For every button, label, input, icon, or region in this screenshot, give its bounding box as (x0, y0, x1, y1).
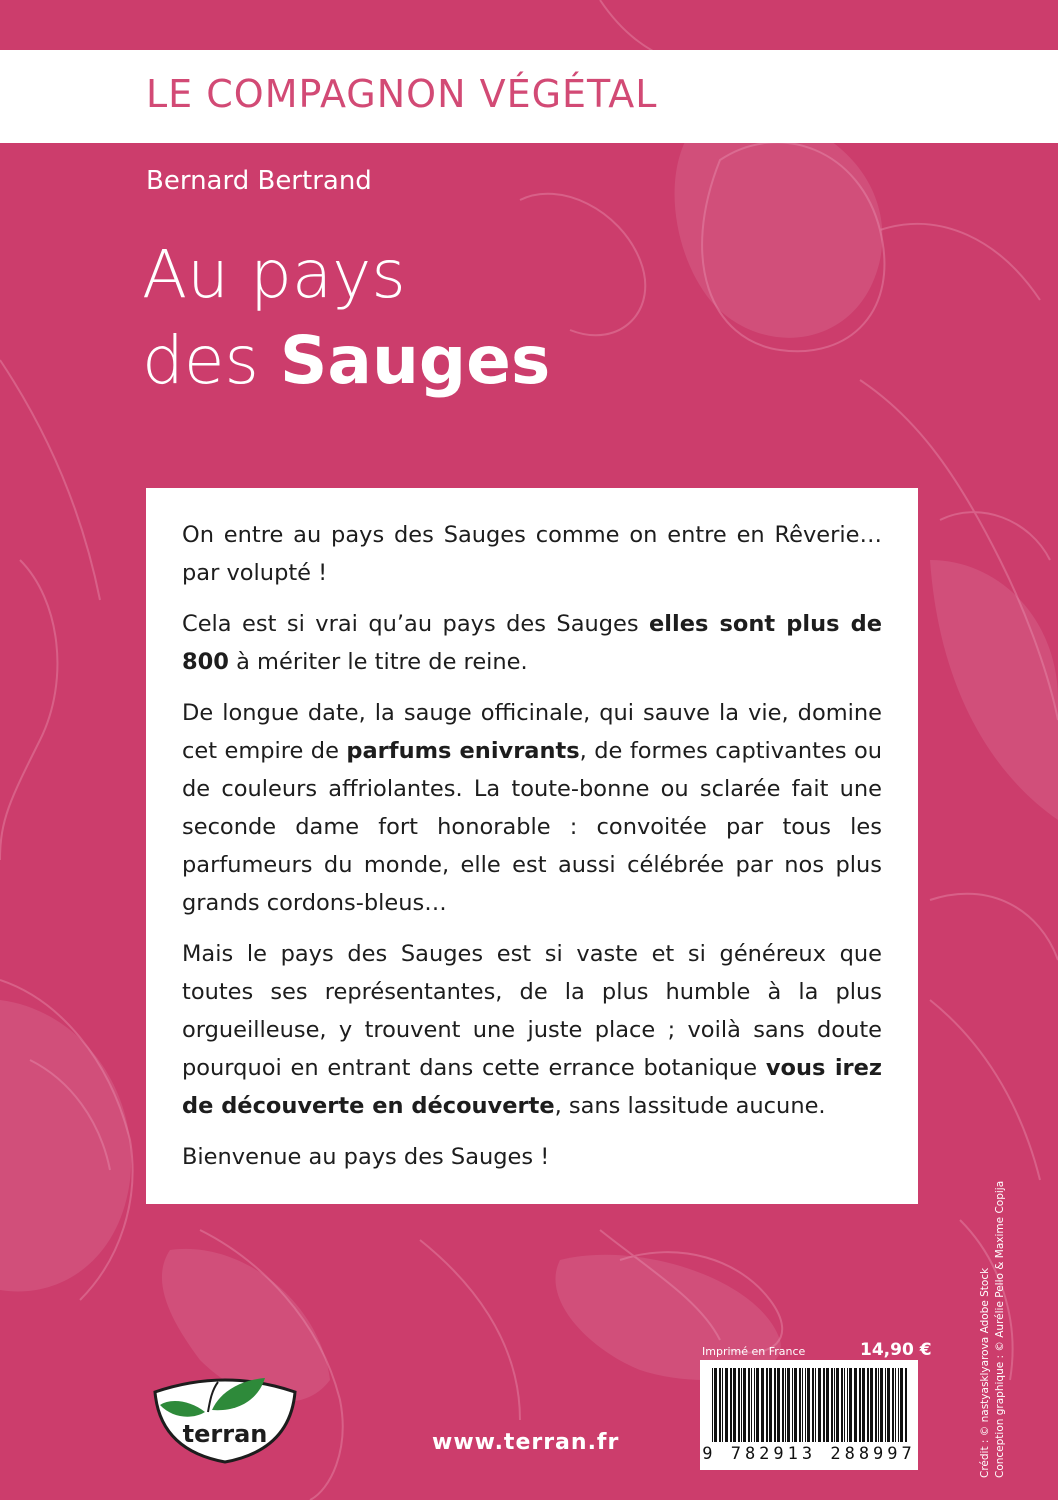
back-cover-blurb (146, 488, 918, 1204)
blurb-paragraph-3 (182, 694, 882, 922)
book-title-prefix: des (142, 322, 280, 399)
blurb-text: Cela est si vrai qu’au pays des Sauges (182, 611, 650, 637)
barcode-bar (730, 1368, 732, 1442)
barcode-bar (859, 1368, 861, 1442)
barcode-bar (900, 1368, 903, 1442)
barcode-bar (862, 1368, 865, 1442)
credit-line-1: Crédit : © nastyasklyarova Adobe Stock (979, 1267, 991, 1478)
barcode-bar (847, 1368, 848, 1442)
printed-in-label: Imprimé en France (702, 1345, 806, 1358)
barcode-bar (892, 1368, 894, 1442)
barcode-bar (875, 1368, 877, 1442)
barcode-bar (898, 1368, 899, 1442)
barcode-bar (774, 1368, 776, 1442)
barcode-bar (836, 1368, 839, 1442)
blurb-paragraph-1: On entre au pays des Sauges comme on entre en Rêverie… par volupté ! (182, 522, 882, 586)
barcode-bar (761, 1368, 764, 1442)
barcode-bar (712, 1368, 713, 1442)
barcode-bar (777, 1368, 780, 1442)
barcode-bar (802, 1368, 803, 1442)
barcode-bar (714, 1368, 717, 1442)
barcode-bar (818, 1368, 821, 1442)
barcode-bar (878, 1368, 879, 1442)
blurb-text: , de formes captivantes ou de couleurs affriolantes. La toute-bonne ou sclarée fait une seconde dame fort honorable : convoitée par tous les parfumeurs du monde, elle est aussi célébrée par nos plus grands cordons-bleus… (182, 738, 883, 916)
barcode-bar (754, 1368, 755, 1442)
barcode-bar (823, 1368, 825, 1442)
terran-logo (150, 1370, 300, 1470)
barcode-bar (738, 1368, 740, 1442)
barcode-bar (769, 1368, 772, 1442)
barcode-bar (733, 1368, 736, 1442)
barcode-bar (725, 1368, 728, 1442)
barcode-bar (812, 1368, 814, 1442)
barcode-bar (905, 1368, 907, 1442)
barcode-bar (807, 1368, 810, 1442)
barcode-bar (766, 1368, 768, 1442)
image-credits (978, 1180, 1008, 1478)
barcode-bar (834, 1368, 835, 1442)
barcode-bar (748, 1368, 750, 1442)
barcode-bar (826, 1368, 829, 1442)
barcode-bar (831, 1368, 833, 1442)
barcode-bar (782, 1368, 784, 1442)
blurb-text: De longue date, la sauge officinale, qui sauve la vie, domine cet empire de (182, 700, 882, 764)
barcode-bar (867, 1368, 869, 1442)
series-title: LE COMPAGNON VÉGÉTAL (146, 72, 658, 116)
publisher-website: www.terran.fr (432, 1430, 620, 1455)
barcode-bar (756, 1368, 759, 1442)
barcode-bar (880, 1368, 883, 1442)
logo-wordmark: terran (182, 1420, 268, 1448)
barcode-bar (885, 1368, 886, 1442)
blurb-paragraph-5: Bienvenue au pays des Sauges ! (182, 1144, 550, 1170)
isbn-number: 9 782913 288997 (702, 1444, 916, 1464)
blurb-emphasis: elles sont plus de 800 (182, 611, 882, 675)
barcode-bar (805, 1368, 806, 1442)
barcode-bar (743, 1368, 746, 1442)
blurb-paragraph-2 (182, 605, 882, 681)
barcode-bar (751, 1368, 752, 1442)
barcode-bar (722, 1368, 723, 1442)
isbn-barcode (700, 1360, 918, 1470)
price-label: 14,90 € (860, 1340, 932, 1360)
blurb-paragraph-4 (182, 935, 882, 1125)
barcode-bar (841, 1368, 843, 1442)
barcode-bar (785, 1368, 786, 1442)
barcode-bar (719, 1368, 721, 1442)
barcode-bar (849, 1368, 852, 1442)
barcode-bar (794, 1368, 797, 1442)
barcode-bar (895, 1368, 896, 1442)
blurb-text: , sans lassitude aucune. (554, 1093, 826, 1119)
blurb-emphasis: parfums enivrants (346, 738, 580, 764)
barcode-bar (787, 1368, 790, 1442)
barcode-bar (815, 1368, 816, 1442)
barcode-bar (887, 1368, 890, 1442)
author-name: Bernard Bertrand (146, 166, 372, 196)
book-title (142, 232, 550, 404)
barcode-bar (844, 1368, 845, 1442)
series-banner (0, 50, 1058, 143)
barcode-bar (741, 1368, 742, 1442)
book-title-emphasis: Sauges (279, 322, 551, 399)
blurb-emphasis: vous irez de découverte en découverte (182, 1055, 882, 1119)
blurb-text: Mais le pays des Sauges est si vaste et si généreux que toutes ses représentantes, de la plus humble à la plus orgueilleuse, y trouvent une juste place ; voilà sans doute pourquoi en entrant dans cette errance botanique (182, 941, 882, 1081)
barcode-bar (799, 1368, 801, 1442)
credit-line-2: Conception graphique : © Aurélie Pello & Maxime Copija (994, 1180, 1006, 1478)
barcode-bar (854, 1368, 857, 1442)
blurb-text: à mériter le titre de reine. (228, 649, 528, 675)
book-title-line-1: Au pays (142, 236, 406, 313)
barcode-bar (792, 1368, 793, 1442)
barcode-bar (870, 1368, 873, 1442)
book-title-line-2 (142, 318, 550, 404)
